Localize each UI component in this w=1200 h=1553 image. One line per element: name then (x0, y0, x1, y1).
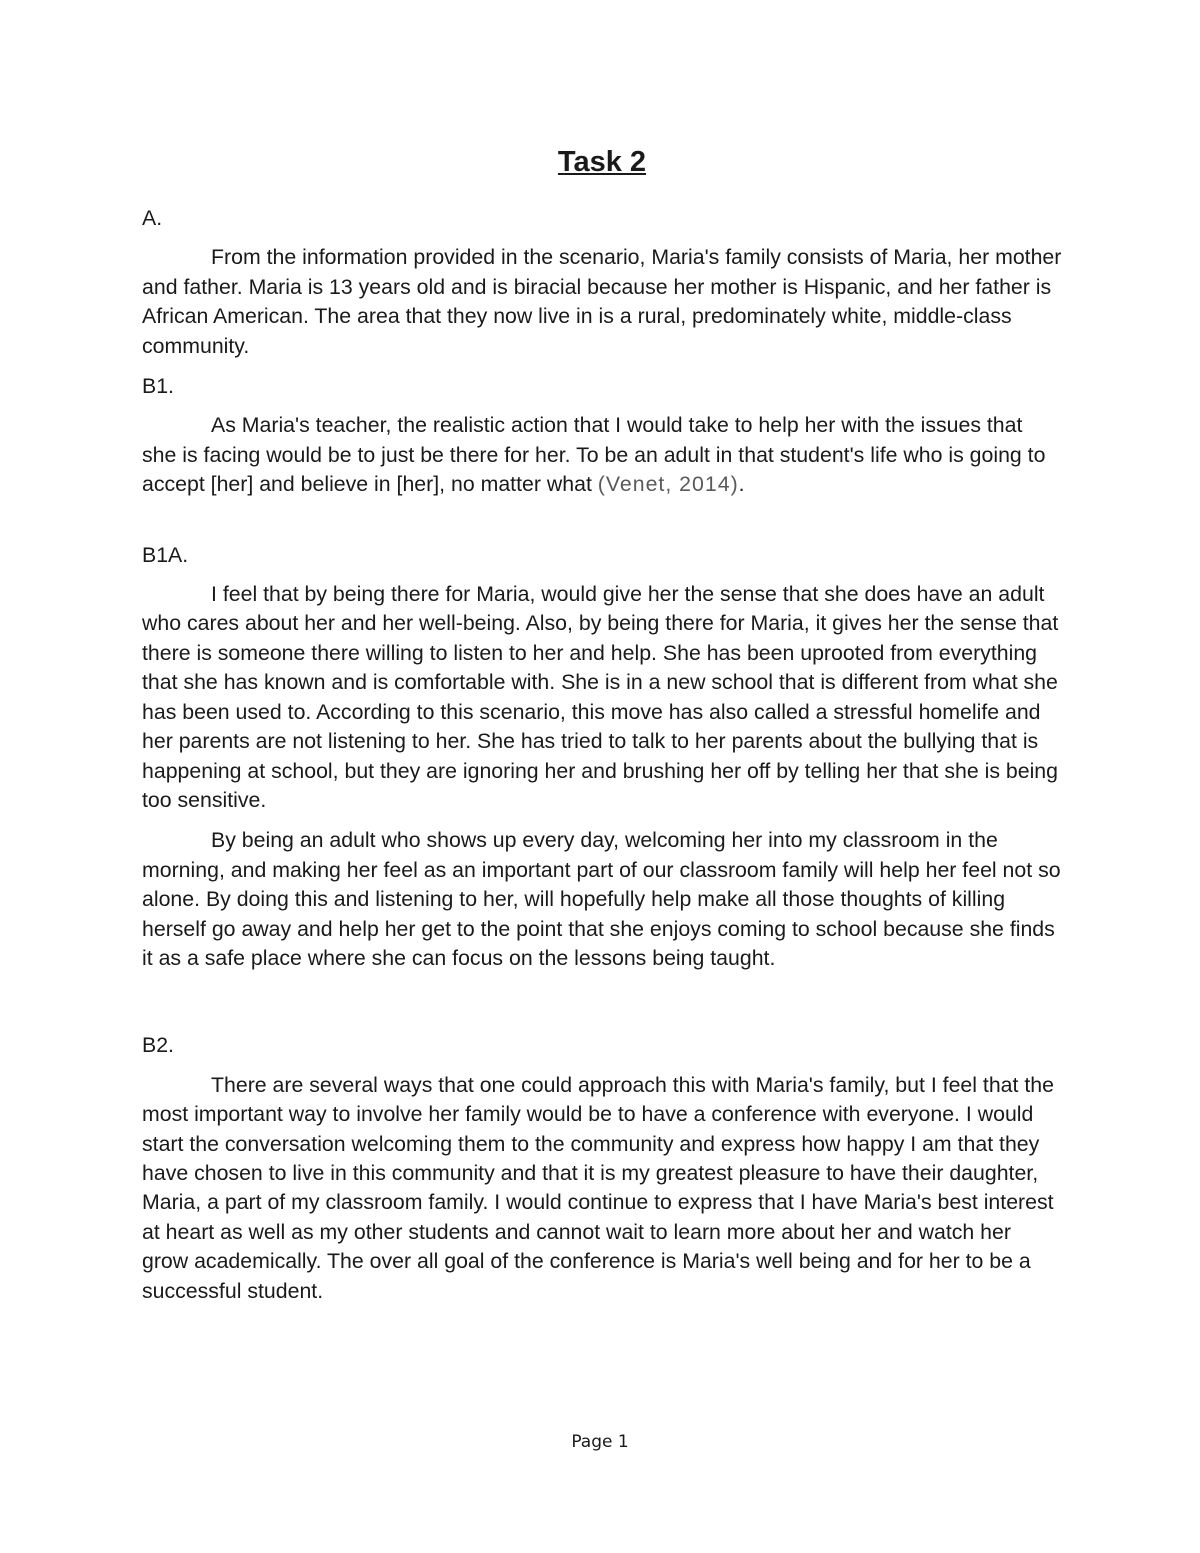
section-b1-paragraph (142, 411, 1062, 499)
spacer (142, 511, 1062, 541)
page-number: Page 1 (571, 1432, 629, 1452)
section-b1a-paragraph-1: I feel that by being there for Maria, would give her the sense that she does have an adult who cares about her and her well-being. Also, by being there for Maria, it gives her the sense that there is someone there willing to listen to her and help. She has been uprooted from everything that she has known and is comfortable with. She is in a new school that is different from what she has been used to. According to this scenario, this move has also called a stressful homelife and her parents are not listening to her. She has tried to talk to her parents about the bullying that is happening at school, but they are ignoring her and brushing her off by telling her that she is being too sensitive. (142, 582, 1059, 812)
section-heading-b2: B2. (142, 1033, 174, 1058)
document-body (142, 140, 1062, 1317)
section-heading-b1a: B1A. (142, 542, 189, 567)
section-a-paragraph: From the information provided in the scenario, Maria's family consists of Maria, her mother and father. Maria is 13 years old and is biracial because her mother is Hispanic, and her father is African American. The area that they now live in is a rural, predominately white, middle-class community. (142, 245, 1062, 358)
section-heading-a: A. (142, 206, 163, 230)
section-b1a-paragraph-2: By being an adult who shows up every day, welcoming her into my classroom in the morning, and making her feel as an important part of our classroom family will help her feel not so alone. By doing this and listening to her, will hopefully help make all those thoughts of killing herself go away and help her get to the point that she enjoys coming to school because she finds it as a safe place where she can focus on the lessons being taught. (142, 828, 1061, 970)
spacer (142, 984, 1062, 1031)
section-b1-end: . (738, 472, 745, 497)
section-b2-paragraph: There are several ways that one could approach this with Maria's family, but I feel that the most important way to involve her family would be to have a conference with everyone. I would start the conversation welcoming them to the community and express how happy I am that they have chosen to live in this community and that it is my greatest pleasure to have their daughter, Maria, a part of my classroom family. I would continue to express that I have Maria's best interest at heart as well as my other students and cannot wait to learn more about her and watch her grow academically. The over all goal of the conference is Maria's well being and for her to be a successful student. (142, 1072, 1054, 1303)
section-b1-text: As Maria's teacher, the realistic action that I would take to help her with the issues that she is facing would be to just be there for her. To be an adult in that student's life who is going to accept [her] and believe in [her], no matter what (142, 413, 1046, 497)
document-title: Task 2 (557, 146, 647, 178)
section-heading-b1: B1. (142, 374, 174, 399)
citation: (Venet, 2014) (597, 472, 739, 497)
